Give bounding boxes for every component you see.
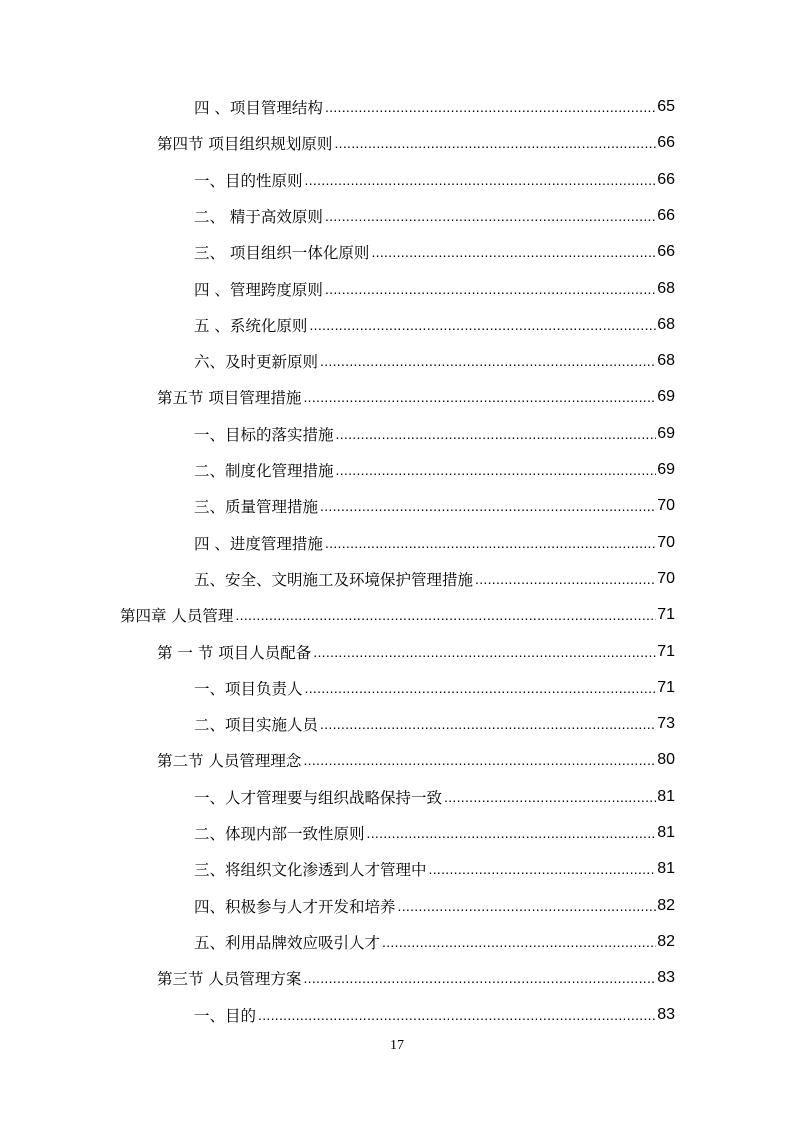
toc-entry-page: 80	[657, 751, 675, 769]
dot-leader	[303, 752, 656, 768]
toc-entry-page: 70	[657, 533, 675, 551]
toc-entry-page: 68	[657, 315, 675, 333]
toc-entry-title: 三、质量管理措施	[194, 498, 319, 517]
toc-entry-title: 第四章 人员管理	[120, 607, 234, 626]
toc-entry[interactable]	[194, 349, 675, 373]
toc-entry[interactable]	[194, 821, 675, 845]
toc-entry[interactable]	[194, 894, 675, 918]
toc-entry-page: 69	[657, 461, 675, 478]
dot-leader	[334, 135, 656, 151]
toc-entry-title: 第四节 项目组织规划原则	[157, 135, 333, 154]
toc-entry[interactable]	[194, 785, 675, 809]
toc-entry-page: 81	[657, 787, 675, 805]
dot-leader	[475, 571, 656, 587]
toc-entry[interactable]	[157, 966, 675, 990]
dot-leader	[320, 498, 656, 514]
toc-entry-title: 一、人才管理要与组织战略保持一致	[194, 788, 443, 807]
dot-leader	[325, 208, 656, 224]
toc-entry-page: 65	[657, 98, 675, 115]
toc-entry-page: 71	[657, 606, 675, 624]
toc-entry[interactable]	[194, 277, 675, 301]
toc-entry[interactable]	[194, 930, 675, 954]
toc-entry-title: 第五节 项目管理措施	[157, 389, 302, 408]
toc-entry-page: 82	[657, 896, 675, 914]
toc-entry-title: 一、目的	[194, 1006, 257, 1025]
toc-entry-title: 二、项目实施人员	[194, 716, 319, 735]
toc-entry[interactable]	[194, 567, 675, 591]
toc-entry-title: 六、及时更新原则	[194, 353, 319, 372]
dot-leader	[398, 898, 657, 914]
toc-entry-title: 四、积极参与人才开发和培养	[194, 897, 396, 916]
toc-entry[interactable]	[194, 204, 675, 228]
toc-entry[interactable]	[194, 95, 675, 119]
toc-entry[interactable]	[194, 240, 675, 264]
toc-entry[interactable]	[194, 313, 675, 337]
toc-entry-title: 一、项目负责人	[194, 679, 303, 698]
toc-entry-page: 66	[657, 243, 675, 261]
toc-entry[interactable]	[120, 603, 675, 627]
toc-entry-page: 82	[657, 932, 675, 950]
toc-entry[interactable]	[157, 748, 675, 772]
dot-leader	[429, 861, 657, 877]
dot-leader	[258, 1007, 656, 1023]
toc-entry[interactable]	[194, 458, 675, 482]
dot-leader	[303, 970, 656, 986]
toc-entry[interactable]	[194, 712, 675, 736]
toc-entry-title: 五、利用品牌效应吸引人才	[194, 933, 381, 952]
toc-entry-title: 二、体现内部一致性原则	[194, 825, 365, 843]
toc-entry-page: 83	[657, 969, 675, 987]
toc-entry[interactable]	[194, 676, 675, 700]
toc-entry-title: 第二节 人员管理理念	[157, 752, 302, 771]
toc-entry-title: 一、目的性原则	[194, 171, 303, 190]
toc-entry[interactable]	[157, 131, 675, 155]
toc-entry[interactable]	[157, 385, 675, 409]
dot-leader	[320, 353, 656, 369]
toc-entry-title: 三、将组织文化渗透到人才管理中	[194, 861, 427, 880]
toc-entry-page: 68	[657, 279, 675, 297]
toc-entry[interactable]	[194, 531, 675, 555]
dot-leader	[305, 172, 657, 188]
dot-leader	[305, 680, 657, 696]
toc-entry[interactable]	[157, 640, 675, 664]
toc-entry-page: 69	[657, 388, 675, 406]
toc-entry-title: 五 、系统化原则	[194, 316, 308, 335]
toc-entry-title: 四 、项目管理结构	[194, 99, 323, 117]
dot-leader	[235, 607, 656, 623]
toc-entry-page: 68	[657, 352, 675, 370]
toc-entry-title: 第 一 节 项目人员配备	[157, 643, 312, 662]
dot-leader	[325, 99, 656, 115]
dot-leader	[325, 281, 656, 297]
toc-entry[interactable]	[194, 857, 675, 881]
dot-leader	[320, 716, 656, 732]
dot-leader	[336, 426, 657, 442]
toc-entry-page: 81	[657, 824, 675, 841]
toc-entry-page: 66	[657, 170, 675, 188]
toc-entry-page: 71	[657, 678, 675, 696]
toc-entry[interactable]	[194, 1003, 675, 1027]
toc-entry-title: 五、安全、文明施工及环境保护管理措施	[194, 570, 474, 589]
toc-entry-page: 81	[657, 860, 675, 878]
toc-entry-title: 二、 精于高效原则	[194, 207, 323, 226]
toc-entry[interactable]	[194, 422, 675, 446]
toc-entry-title: 二、制度化管理措施	[194, 462, 334, 480]
dot-leader	[382, 934, 656, 950]
toc-entry-page: 70	[657, 497, 675, 515]
dot-leader	[325, 535, 656, 551]
dot-leader	[367, 825, 657, 841]
dot-leader	[313, 644, 656, 660]
toc-entry-title: 四 、管理跨度原则	[194, 280, 323, 299]
dot-leader	[371, 244, 656, 260]
dot-leader	[336, 462, 657, 478]
page-number: 17	[390, 1038, 404, 1053]
toc-entry-page: 70	[657, 569, 675, 587]
toc-entry[interactable]	[194, 494, 675, 518]
dot-leader	[303, 389, 656, 405]
toc-entry-title: 一、目标的落实措施	[194, 425, 334, 444]
toc-entry-title: 第三节 人员管理方案	[157, 970, 302, 989]
toc-entry-page: 73	[657, 715, 675, 733]
toc-entry-page: 83	[657, 1005, 675, 1023]
toc-entry-page: 66	[657, 206, 675, 224]
toc-entry[interactable]	[194, 168, 675, 192]
dot-leader	[444, 789, 656, 805]
toc-entry-page: 71	[657, 642, 675, 660]
toc-entry-page: 69	[657, 424, 675, 442]
toc-entry-title: 三、 项目组织一体化原则	[194, 244, 370, 263]
dot-leader	[309, 317, 656, 333]
toc-entry-page: 66	[657, 134, 675, 152]
toc-entry-title: 四 、进度管理措施	[194, 534, 323, 553]
